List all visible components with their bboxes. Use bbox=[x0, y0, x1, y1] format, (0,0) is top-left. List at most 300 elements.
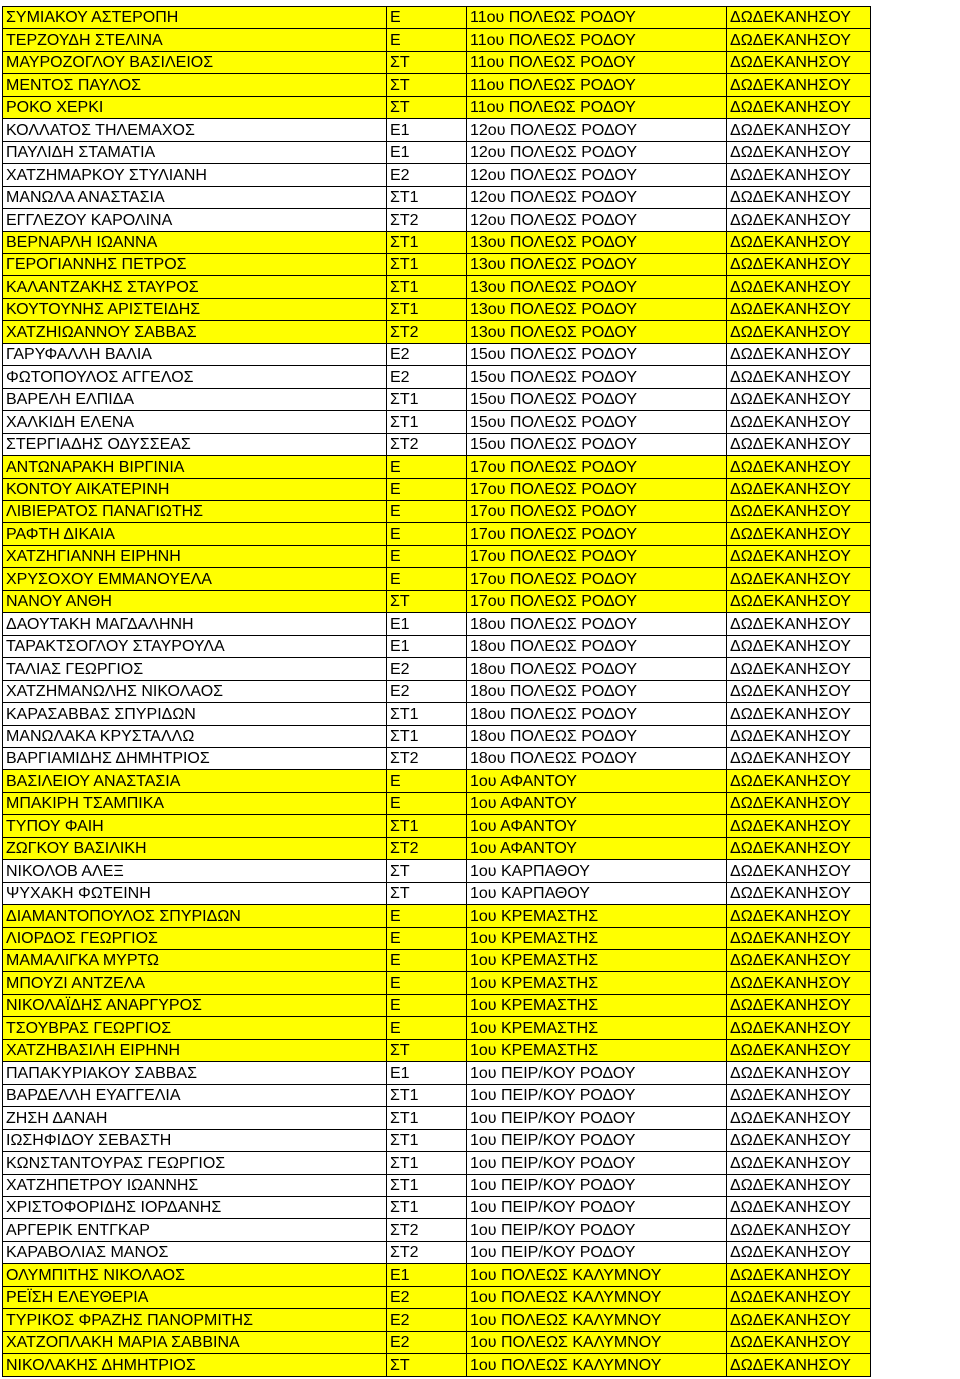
prefecture-cell: ΔΩΔΕΚΑΝΗΣΟΥ bbox=[727, 51, 871, 73]
school-cell: 13ου ΠΟΛΕΩΣ ΡΟΔΟΥ bbox=[467, 321, 727, 343]
prefecture-cell: ΔΩΔΕΚΑΝΗΣΟΥ bbox=[727, 994, 871, 1016]
table-row bbox=[3, 1107, 871, 1129]
class-cell: ΣΤ bbox=[387, 882, 467, 904]
class-cell: ΣΤ1 bbox=[387, 1084, 467, 1106]
student-name-cell: ΧΑΤΖΗΜΑΝΩΛΗΣ ΝΙΚΟΛΑΟΣ bbox=[3, 680, 387, 702]
class-cell: ΣΤ1 bbox=[387, 725, 467, 747]
prefecture-cell: ΔΩΔΕΚΑΝΗΣΟΥ bbox=[727, 96, 871, 118]
table-row bbox=[3, 141, 871, 163]
student-name-cell: ΝΙΚΟΛΑΪΔΗΣ ΑΝΑΡΓΥΡΟΣ bbox=[3, 994, 387, 1016]
student-name-cell: ΜΠΑΚΙΡΗ ΤΣΑΜΠΙΚΑ bbox=[3, 792, 387, 814]
table-row bbox=[3, 298, 871, 320]
class-cell: ΣΤ bbox=[387, 1039, 467, 1061]
student-name-cell: ΧΑΤΖΗΙΩΑΝΝΟΥ ΣΑΒΒΑΣ bbox=[3, 321, 387, 343]
student-name-cell: ΖΩΓΚΟΥ ΒΑΣΙΛΙΚΗ bbox=[3, 837, 387, 859]
student-table-body bbox=[3, 7, 871, 1377]
class-cell: ΣΤ1 bbox=[387, 186, 467, 208]
prefecture-cell: ΔΩΔΕΚΑΝΗΣΟΥ bbox=[727, 478, 871, 500]
prefecture-cell: ΔΩΔΕΚΑΝΗΣΟΥ bbox=[727, 1309, 871, 1331]
student-name-cell: ΧΡΥΣΟΧΟΥ ΕΜΜΑΝΟΥΕΛΑ bbox=[3, 568, 387, 590]
school-cell: 17ου ΠΟΛΕΩΣ ΡΟΔΟΥ bbox=[467, 590, 727, 612]
student-name-cell: ΔΑΟΥΤΑΚΗ ΜΑΓΔΑΛΗΝΗ bbox=[3, 613, 387, 635]
table-row bbox=[3, 1062, 871, 1084]
table-row bbox=[3, 837, 871, 859]
school-cell: 13ου ΠΟΛΕΩΣ ΡΟΔΟΥ bbox=[467, 298, 727, 320]
student-name-cell: ΒΑΡΓΙΑΜΙΔΗΣ ΔΗΜΗΤΡΙΟΣ bbox=[3, 747, 387, 769]
student-name-cell: ΒΑΣΙΛΕΙΟΥ ΑΝΑΣΤΑΣΙΑ bbox=[3, 770, 387, 792]
table-row bbox=[3, 164, 871, 186]
school-cell: 1ου ΠΕΙΡ/ΚΟΥ ΡΟΔΟΥ bbox=[467, 1062, 727, 1084]
student-name-cell: ΡΑΦΤΗ ΔΙΚΑΙΑ bbox=[3, 523, 387, 545]
student-name-cell: ΜΠΟΥΖΙ ΑΝΤΖΕΛΑ bbox=[3, 972, 387, 994]
table-row bbox=[3, 1241, 871, 1263]
prefecture-cell: ΔΩΔΕΚΑΝΗΣΟΥ bbox=[727, 860, 871, 882]
school-cell: 1ου ΚΡΕΜΑΣΤΗΣ bbox=[467, 950, 727, 972]
table-row bbox=[3, 1309, 871, 1331]
class-cell: ΣΤ1 bbox=[387, 1107, 467, 1129]
prefecture-cell: ΔΩΔΕΚΑΝΗΣΟΥ bbox=[727, 1354, 871, 1376]
student-name-cell: ΤΑΡΑΚΤΣΟΓΛΟΥ ΣΤΑΥΡΟΥΛΑ bbox=[3, 635, 387, 657]
prefecture-cell: ΔΩΔΕΚΑΝΗΣΟΥ bbox=[727, 1264, 871, 1286]
prefecture-cell: ΔΩΔΕΚΑΝΗΣΟΥ bbox=[727, 1129, 871, 1151]
prefecture-cell: ΔΩΔΕΚΑΝΗΣΟΥ bbox=[727, 837, 871, 859]
class-cell: ΣΤ1 bbox=[387, 298, 467, 320]
school-cell: 1ου ΠΟΛΕΩΣ ΚΑΛΥΜΝΟΥ bbox=[467, 1354, 727, 1376]
table-row bbox=[3, 1264, 871, 1286]
table-row bbox=[3, 388, 871, 410]
school-cell: 17ου ΠΟΛΕΩΣ ΡΟΔΟΥ bbox=[467, 568, 727, 590]
prefecture-cell: ΔΩΔΕΚΑΝΗΣΟΥ bbox=[727, 1084, 871, 1106]
student-name-cell: ΛΙΟΡΔΟΣ ΓΕΩΡΓΙΟΣ bbox=[3, 927, 387, 949]
student-name-cell: ΜΕΝΤΟΣ ΠΑΥΛΟΣ bbox=[3, 74, 387, 96]
table-row bbox=[3, 680, 871, 702]
table-row bbox=[3, 186, 871, 208]
class-cell: ΣΤ1 bbox=[387, 1152, 467, 1174]
table-row bbox=[3, 972, 871, 994]
school-cell: 1ου ΠΟΛΕΩΣ ΚΑΛΥΜΝΟΥ bbox=[467, 1264, 727, 1286]
student-name-cell: ΣΤΕΡΓΙΑΔΗΣ ΟΔΥΣΣΕΑΣ bbox=[3, 433, 387, 455]
school-cell: 1ου ΑΦΑΝΤΟΥ bbox=[467, 770, 727, 792]
prefecture-cell: ΔΩΔΕΚΑΝΗΣΟΥ bbox=[727, 1219, 871, 1241]
table-row bbox=[3, 321, 871, 343]
school-cell: 1ου ΠΕΙΡ/ΚΟΥ ΡΟΔΟΥ bbox=[467, 1107, 727, 1129]
student-name-cell: ΒΕΡΝΑΡΛΗ ΙΩΑΝΝΑ bbox=[3, 231, 387, 253]
school-cell: 17ου ΠΟΛΕΩΣ ΡΟΔΟΥ bbox=[467, 500, 727, 522]
student-name-cell: ΚΑΡΑΣΑΒΒΑΣ ΣΠΥΡΙΔΩΝ bbox=[3, 703, 387, 725]
student-name-cell: ΑΝΤΩΝΑΡΑΚΗ ΒΙΡΓΙΝΙΑ bbox=[3, 456, 387, 478]
prefecture-cell: ΔΩΔΕΚΑΝΗΣΟΥ bbox=[727, 950, 871, 972]
class-cell: Ε bbox=[387, 523, 467, 545]
student-name-cell: ΑΡΓΕΡΙΚ ΕΝΤΓΚΑΡ bbox=[3, 1219, 387, 1241]
prefecture-cell: ΔΩΔΕΚΑΝΗΣΟΥ bbox=[727, 366, 871, 388]
school-cell: 18ου ΠΟΛΕΩΣ ΡΟΔΟΥ bbox=[467, 680, 727, 702]
school-cell: 18ου ΠΟΛΕΩΣ ΡΟΔΟΥ bbox=[467, 747, 727, 769]
class-cell: Ε bbox=[387, 478, 467, 500]
school-cell: 11ου ΠΟΛΕΩΣ ΡΟΔΟΥ bbox=[467, 7, 727, 29]
student-name-cell: ΧΑΤΖΗΠΕΤΡΟΥ ΙΩΑΝΝΗΣ bbox=[3, 1174, 387, 1196]
school-cell: 15ου ΠΟΛΕΩΣ ΡΟΔΟΥ bbox=[467, 388, 727, 410]
student-name-cell: ΝΙΚΟΛΑΚΗΣ ΔΗΜΗΤΡΙΟΣ bbox=[3, 1354, 387, 1376]
prefecture-cell: ΔΩΔΕΚΑΝΗΣΟΥ bbox=[727, 792, 871, 814]
school-cell: 11ου ΠΟΛΕΩΣ ΡΟΔΟΥ bbox=[467, 51, 727, 73]
student-name-cell: ΜΑΝΩΛΑ ΑΝΑΣΤΑΣΙΑ bbox=[3, 186, 387, 208]
table-row bbox=[3, 1354, 871, 1376]
student-name-cell: ΤΕΡΖΟΥΔΗ ΣΤΕΛΙΝΑ bbox=[3, 29, 387, 51]
prefecture-cell: ΔΩΔΕΚΑΝΗΣΟΥ bbox=[727, 343, 871, 365]
table-row bbox=[3, 703, 871, 725]
class-cell: ΣΤ1 bbox=[387, 1174, 467, 1196]
school-cell: 1ου ΠΕΙΡ/ΚΟΥ ΡΟΔΟΥ bbox=[467, 1197, 727, 1219]
class-cell: Ε bbox=[387, 456, 467, 478]
class-cell: ΣΤ1 bbox=[387, 1197, 467, 1219]
school-cell: 15ου ΠΟΛΕΩΣ ΡΟΔΟΥ bbox=[467, 366, 727, 388]
table-row bbox=[3, 613, 871, 635]
class-cell: Ε bbox=[387, 770, 467, 792]
class-cell: ΣΤ2 bbox=[387, 209, 467, 231]
school-cell: 1ου ΑΦΑΝΤΟΥ bbox=[467, 837, 727, 859]
class-cell: Ε1 bbox=[387, 119, 467, 141]
class-cell: Ε bbox=[387, 29, 467, 51]
prefecture-cell: ΔΩΔΕΚΑΝΗΣΟΥ bbox=[727, 680, 871, 702]
school-cell: 1ου ΠΟΛΕΩΣ ΚΑΛΥΜΝΟΥ bbox=[467, 1309, 727, 1331]
class-cell: Ε bbox=[387, 545, 467, 567]
prefecture-cell: ΔΩΔΕΚΑΝΗΣΟΥ bbox=[727, 1286, 871, 1308]
prefecture-cell: ΔΩΔΕΚΑΝΗΣΟΥ bbox=[727, 388, 871, 410]
student-name-cell: ΚΟΛΛΑΤΟΣ ΤΗΛΕΜΑΧΟΣ bbox=[3, 119, 387, 141]
prefecture-cell: ΔΩΔΕΚΑΝΗΣΟΥ bbox=[727, 164, 871, 186]
table-row bbox=[3, 1084, 871, 1106]
school-cell: 1ου ΠΕΙΡ/ΚΟΥ ΡΟΔΟΥ bbox=[467, 1084, 727, 1106]
school-cell: 13ου ΠΟΛΕΩΣ ΡΟΔΟΥ bbox=[467, 231, 727, 253]
table-row bbox=[3, 478, 871, 500]
table-row bbox=[3, 994, 871, 1016]
school-cell: 17ου ΠΟΛΕΩΣ ΡΟΔΟΥ bbox=[467, 545, 727, 567]
class-cell: Ε bbox=[387, 994, 467, 1016]
prefecture-cell: ΔΩΔΕΚΑΝΗΣΟΥ bbox=[727, 186, 871, 208]
prefecture-cell: ΔΩΔΕΚΑΝΗΣΟΥ bbox=[727, 231, 871, 253]
table-row bbox=[3, 119, 871, 141]
student-name-cell: ΝΙΚΟΛΟΒ ΑΛΕΞ bbox=[3, 860, 387, 882]
class-cell: ΣΤ1 bbox=[387, 703, 467, 725]
class-cell: Ε2 bbox=[387, 164, 467, 186]
prefecture-cell: ΔΩΔΕΚΑΝΗΣΟΥ bbox=[727, 141, 871, 163]
table-row bbox=[3, 792, 871, 814]
table-row bbox=[3, 950, 871, 972]
student-name-cell: ΝΑΝΟΥ ΑΝΘΗ bbox=[3, 590, 387, 612]
class-cell: Ε1 bbox=[387, 1264, 467, 1286]
class-cell: ΣΤ bbox=[387, 590, 467, 612]
class-cell: ΣΤ2 bbox=[387, 433, 467, 455]
school-cell: 1ου ΚΡΕΜΑΣΤΗΣ bbox=[467, 994, 727, 1016]
table-row bbox=[3, 747, 871, 769]
school-cell: 12ου ΠΟΛΕΩΣ ΡΟΔΟΥ bbox=[467, 164, 727, 186]
class-cell: ΣΤ2 bbox=[387, 1241, 467, 1263]
table-row bbox=[3, 456, 871, 478]
table-row bbox=[3, 366, 871, 388]
prefecture-cell: ΔΩΔΕΚΑΝΗΣΟΥ bbox=[727, 927, 871, 949]
table-row bbox=[3, 860, 871, 882]
prefecture-cell: ΔΩΔΕΚΑΝΗΣΟΥ bbox=[727, 411, 871, 433]
table-row bbox=[3, 7, 871, 29]
class-cell: Ε bbox=[387, 500, 467, 522]
class-cell: Ε2 bbox=[387, 680, 467, 702]
prefecture-cell: ΔΩΔΕΚΑΝΗΣΟΥ bbox=[727, 276, 871, 298]
table-row bbox=[3, 411, 871, 433]
table-row bbox=[3, 231, 871, 253]
prefecture-cell: ΔΩΔΕΚΑΝΗΣΟΥ bbox=[727, 1107, 871, 1129]
class-cell: ΣΤ bbox=[387, 51, 467, 73]
table-row bbox=[3, 1219, 871, 1241]
prefecture-cell: ΔΩΔΕΚΑΝΗΣΟΥ bbox=[727, 815, 871, 837]
class-cell: ΣΤ2 bbox=[387, 321, 467, 343]
student-name-cell: ΜΑΝΩΛΑΚΑ ΚΡΥΣΤΑΛΛΩ bbox=[3, 725, 387, 747]
prefecture-cell: ΔΩΔΕΚΑΝΗΣΟΥ bbox=[727, 882, 871, 904]
student-name-cell: ΒΑΡΕΛΗ ΕΛΠΙΔΑ bbox=[3, 388, 387, 410]
student-name-cell: ΤΥΡΙΚΟΣ ΦΡΑΖΗΣ ΠΑΝΟΡΜΙΤΗΣ bbox=[3, 1309, 387, 1331]
table-row bbox=[3, 1129, 871, 1151]
school-cell: 1ου ΚΑΡΠΑΘΟΥ bbox=[467, 860, 727, 882]
class-cell: ΣΤ bbox=[387, 1354, 467, 1376]
prefecture-cell: ΔΩΔΕΚΑΝΗΣΟΥ bbox=[727, 905, 871, 927]
table-row bbox=[3, 1286, 871, 1308]
prefecture-cell: ΔΩΔΕΚΑΝΗΣΟΥ bbox=[727, 119, 871, 141]
table-row bbox=[3, 29, 871, 51]
student-name-cell: ΣΥΜΙΑΚΟΥ ΑΣΤΕΡΟΠΗ bbox=[3, 7, 387, 29]
student-name-cell: ΒΑΡΔΕΛΛΗ ΕΥΑΓΓΕΛΙΑ bbox=[3, 1084, 387, 1106]
table-row bbox=[3, 770, 871, 792]
student-name-cell: ΟΛΥΜΠΙΤΗΣ ΝΙΚΟΛΑΟΣ bbox=[3, 1264, 387, 1286]
school-cell: 1ου ΚΡΕΜΑΣΤΗΣ bbox=[467, 972, 727, 994]
class-cell: Ε bbox=[387, 905, 467, 927]
table-row bbox=[3, 815, 871, 837]
table-row bbox=[3, 500, 871, 522]
class-cell: Ε1 bbox=[387, 141, 467, 163]
prefecture-cell: ΔΩΔΕΚΑΝΗΣΟΥ bbox=[727, 1039, 871, 1061]
school-cell: 12ου ΠΟΛΕΩΣ ΡΟΔΟΥ bbox=[467, 141, 727, 163]
class-cell: ΣΤ1 bbox=[387, 411, 467, 433]
prefecture-cell: ΔΩΔΕΚΑΝΗΣΟΥ bbox=[727, 590, 871, 612]
class-cell: Ε1 bbox=[387, 635, 467, 657]
class-cell: Ε bbox=[387, 972, 467, 994]
student-name-cell: ΚΟΥΤΟΥΝΗΣ ΑΡΙΣΤΕΙΔΗΣ bbox=[3, 298, 387, 320]
prefecture-cell: ΔΩΔΕΚΑΝΗΣΟΥ bbox=[727, 209, 871, 231]
class-cell: Ε2 bbox=[387, 658, 467, 680]
school-cell: 1ου ΠΕΙΡ/ΚΟΥ ΡΟΔΟΥ bbox=[467, 1241, 727, 1263]
prefecture-cell: ΔΩΔΕΚΑΝΗΣΟΥ bbox=[727, 500, 871, 522]
class-cell: Ε bbox=[387, 1017, 467, 1039]
prefecture-cell: ΔΩΔΕΚΑΝΗΣΟΥ bbox=[727, 523, 871, 545]
class-cell: ΣΤ1 bbox=[387, 276, 467, 298]
prefecture-cell: ΔΩΔΕΚΑΝΗΣΟΥ bbox=[727, 74, 871, 96]
school-cell: 1ου ΑΦΑΝΤΟΥ bbox=[467, 815, 727, 837]
table-row bbox=[3, 523, 871, 545]
class-cell: ΣΤ bbox=[387, 96, 467, 118]
prefecture-cell: ΔΩΔΕΚΑΝΗΣΟΥ bbox=[727, 1197, 871, 1219]
school-cell: 1ου ΚΡΕΜΑΣΤΗΣ bbox=[467, 1017, 727, 1039]
class-cell: Ε2 bbox=[387, 1331, 467, 1353]
class-cell: ΣΤ1 bbox=[387, 815, 467, 837]
class-cell: Ε bbox=[387, 7, 467, 29]
school-cell: 1ου ΠΕΙΡ/ΚΟΥ ΡΟΔΟΥ bbox=[467, 1174, 727, 1196]
table-row bbox=[3, 253, 871, 275]
school-cell: 1ου ΑΦΑΝΤΟΥ bbox=[467, 792, 727, 814]
table-row bbox=[3, 1331, 871, 1353]
class-cell: ΣΤ bbox=[387, 74, 467, 96]
school-cell: 18ου ΠΟΛΕΩΣ ΡΟΔΟΥ bbox=[467, 635, 727, 657]
prefecture-cell: ΔΩΔΕΚΑΝΗΣΟΥ bbox=[727, 433, 871, 455]
table-row bbox=[3, 96, 871, 118]
school-cell: 17ου ΠΟΛΕΩΣ ΡΟΔΟΥ bbox=[467, 456, 727, 478]
class-cell: Ε1 bbox=[387, 1062, 467, 1084]
class-cell: Ε bbox=[387, 568, 467, 590]
prefecture-cell: ΔΩΔΕΚΑΝΗΣΟΥ bbox=[727, 635, 871, 657]
class-cell: ΣΤ2 bbox=[387, 747, 467, 769]
prefecture-cell: ΔΩΔΕΚΑΝΗΣΟΥ bbox=[727, 7, 871, 29]
prefecture-cell: ΔΩΔΕΚΑΝΗΣΟΥ bbox=[727, 613, 871, 635]
class-cell: Ε1 bbox=[387, 613, 467, 635]
student-table bbox=[2, 6, 871, 1377]
school-cell: 11ου ΠΟΛΕΩΣ ΡΟΔΟΥ bbox=[467, 96, 727, 118]
student-name-cell: ΤΥΠΟΥ ΦΑΙΗ bbox=[3, 815, 387, 837]
prefecture-cell: ΔΩΔΕΚΑΝΗΣΟΥ bbox=[727, 972, 871, 994]
student-name-cell: ΠΑΠΑΚΥΡΙΑΚΟΥ ΣΑΒΒΑΣ bbox=[3, 1062, 387, 1084]
table-row bbox=[3, 658, 871, 680]
prefecture-cell: ΔΩΔΕΚΑΝΗΣΟΥ bbox=[727, 456, 871, 478]
school-cell: 1ου ΚΑΡΠΑΘΟΥ bbox=[467, 882, 727, 904]
student-name-cell: ΚΑΛΑΝΤΖΑΚΗΣ ΣΤΑΥΡΟΣ bbox=[3, 276, 387, 298]
school-cell: 12ου ΠΟΛΕΩΣ ΡΟΔΟΥ bbox=[467, 209, 727, 231]
prefecture-cell: ΔΩΔΕΚΑΝΗΣΟΥ bbox=[727, 568, 871, 590]
table-row bbox=[3, 1017, 871, 1039]
class-cell: ΣΤ2 bbox=[387, 1219, 467, 1241]
student-name-cell: ΓΑΡΥΦΑΛΛΗ ΒΑΛΙΑ bbox=[3, 343, 387, 365]
student-name-cell: ΓΕΡΟΓΙΑΝΝΗΣ ΠΕΤΡΟΣ bbox=[3, 253, 387, 275]
table-row bbox=[3, 74, 871, 96]
class-cell: Ε bbox=[387, 950, 467, 972]
school-cell: 13ου ΠΟΛΕΩΣ ΡΟΔΟΥ bbox=[467, 253, 727, 275]
school-cell: 11ου ΠΟΛΕΩΣ ΡΟΔΟΥ bbox=[467, 74, 727, 96]
prefecture-cell: ΔΩΔΕΚΑΝΗΣΟΥ bbox=[727, 1062, 871, 1084]
student-name-cell: ΡΟΚΟ ΧΕΡΚΙ bbox=[3, 96, 387, 118]
school-cell: 1ου ΠΕΙΡ/ΚΟΥ ΡΟΔΟΥ bbox=[467, 1129, 727, 1151]
table-row bbox=[3, 433, 871, 455]
student-name-cell: ΠΑΥΛΙΔΗ ΣΤΑΜΑΤΙΑ bbox=[3, 141, 387, 163]
student-name-cell: ΖΗΣΗ ΔΑΝΑΗ bbox=[3, 1107, 387, 1129]
school-cell: 1ου ΚΡΕΜΑΣΤΗΣ bbox=[467, 905, 727, 927]
table-row bbox=[3, 343, 871, 365]
school-cell: 18ου ΠΟΛΕΩΣ ΡΟΔΟΥ bbox=[467, 703, 727, 725]
class-cell: ΣΤ2 bbox=[387, 837, 467, 859]
school-cell: 15ου ΠΟΛΕΩΣ ΡΟΔΟΥ bbox=[467, 411, 727, 433]
student-name-cell: ΕΓΓΛΕΖΟΥ ΚΑΡΟΛΙΝΑ bbox=[3, 209, 387, 231]
table-row bbox=[3, 635, 871, 657]
student-name-cell: ΦΩΤΟΠΟΥΛΟΣ ΑΓΓΕΛΟΣ bbox=[3, 366, 387, 388]
student-name-cell: ΧΑΤΖΗΒΑΣΙΛΗ ΕΙΡΗΝΗ bbox=[3, 1039, 387, 1061]
student-name-cell: ΤΑΛΙΑΣ ΓΕΩΡΓΙΟΣ bbox=[3, 658, 387, 680]
table-row bbox=[3, 927, 871, 949]
student-name-cell: ΧΑΤΖΗΜΑΡΚΟΥ ΣΤΥΛΙΑΝΗ bbox=[3, 164, 387, 186]
class-cell: ΣΤ1 bbox=[387, 1129, 467, 1151]
class-cell: Ε2 bbox=[387, 1309, 467, 1331]
prefecture-cell: ΔΩΔΕΚΑΝΗΣΟΥ bbox=[727, 253, 871, 275]
prefecture-cell: ΔΩΔΕΚΑΝΗΣΟΥ bbox=[727, 1241, 871, 1263]
student-name-cell: ΚΟΝΤΟΥ ΑΙΚΑΤΕΡΙΝΗ bbox=[3, 478, 387, 500]
student-name-cell: ΧΑΛΚΙΔΗ ΕΛΕΝΑ bbox=[3, 411, 387, 433]
table-row bbox=[3, 590, 871, 612]
class-cell: Ε bbox=[387, 792, 467, 814]
prefecture-cell: ΔΩΔΕΚΑΝΗΣΟΥ bbox=[727, 29, 871, 51]
school-cell: 12ου ΠΟΛΕΩΣ ΡΟΔΟΥ bbox=[467, 186, 727, 208]
prefecture-cell: ΔΩΔΕΚΑΝΗΣΟΥ bbox=[727, 658, 871, 680]
prefecture-cell: ΔΩΔΕΚΑΝΗΣΟΥ bbox=[727, 321, 871, 343]
class-cell: Ε2 bbox=[387, 1286, 467, 1308]
student-name-cell: ΡΕΪΣΗ ΕΛΕΥΘΕΡΙΑ bbox=[3, 1286, 387, 1308]
class-cell: ΣΤ bbox=[387, 860, 467, 882]
prefecture-cell: ΔΩΔΕΚΑΝΗΣΟΥ bbox=[727, 770, 871, 792]
student-name-cell: ΔΙΑΜΑΝΤΟΠΟΥΛΟΣ ΣΠΥΡΙΔΩΝ bbox=[3, 905, 387, 927]
prefecture-cell: ΔΩΔΕΚΑΝΗΣΟΥ bbox=[727, 545, 871, 567]
table-row bbox=[3, 276, 871, 298]
prefecture-cell: ΔΩΔΕΚΑΝΗΣΟΥ bbox=[727, 703, 871, 725]
table-row bbox=[3, 905, 871, 927]
table-row bbox=[3, 209, 871, 231]
table-row bbox=[3, 51, 871, 73]
prefecture-cell: ΔΩΔΕΚΑΝΗΣΟΥ bbox=[727, 725, 871, 747]
school-cell: 18ου ΠΟΛΕΩΣ ΡΟΔΟΥ bbox=[467, 613, 727, 635]
school-cell: 12ου ΠΟΛΕΩΣ ΡΟΔΟΥ bbox=[467, 119, 727, 141]
prefecture-cell: ΔΩΔΕΚΑΝΗΣΟΥ bbox=[727, 1174, 871, 1196]
school-cell: 13ου ΠΟΛΕΩΣ ΡΟΔΟΥ bbox=[467, 276, 727, 298]
school-cell: 18ου ΠΟΛΕΩΣ ΡΟΔΟΥ bbox=[467, 725, 727, 747]
school-cell: 11ου ΠΟΛΕΩΣ ΡΟΔΟΥ bbox=[467, 29, 727, 51]
student-name-cell: ΧΡΙΣΤΟΦΟΡΙΔΗΣ ΙΟΡΔΑΝΗΣ bbox=[3, 1197, 387, 1219]
school-cell: 15ου ΠΟΛΕΩΣ ΡΟΔΟΥ bbox=[467, 343, 727, 365]
prefecture-cell: ΔΩΔΕΚΑΝΗΣΟΥ bbox=[727, 298, 871, 320]
student-name-cell: ΧΑΤΖΗΓΙΑΝΝΗ ΕΙΡΗΝΗ bbox=[3, 545, 387, 567]
school-cell: 17ου ΠΟΛΕΩΣ ΡΟΔΟΥ bbox=[467, 523, 727, 545]
class-cell: Ε bbox=[387, 927, 467, 949]
school-cell: 1ου ΠΟΛΕΩΣ ΚΑΛΥΜΝΟΥ bbox=[467, 1331, 727, 1353]
prefecture-cell: ΔΩΔΕΚΑΝΗΣΟΥ bbox=[727, 1017, 871, 1039]
school-cell: 1ου ΚΡΕΜΑΣΤΗΣ bbox=[467, 927, 727, 949]
school-cell: 1ου ΚΡΕΜΑΣΤΗΣ bbox=[467, 1039, 727, 1061]
student-name-cell: ΙΩΣΗΦΙΔΟΥ ΣΕΒΑΣΤΗ bbox=[3, 1129, 387, 1151]
school-cell: 1ου ΠΕΙΡ/ΚΟΥ ΡΟΔΟΥ bbox=[467, 1219, 727, 1241]
school-cell: 15ου ΠΟΛΕΩΣ ΡΟΔΟΥ bbox=[467, 433, 727, 455]
prefecture-cell: ΔΩΔΕΚΑΝΗΣΟΥ bbox=[727, 1152, 871, 1174]
student-name-cell: ΜΑΜΑΛΙΓΚΑ ΜΥΡΤΩ bbox=[3, 950, 387, 972]
table-row bbox=[3, 725, 871, 747]
prefecture-cell: ΔΩΔΕΚΑΝΗΣΟΥ bbox=[727, 747, 871, 769]
class-cell: ΣΤ1 bbox=[387, 388, 467, 410]
table-row bbox=[3, 568, 871, 590]
table-row bbox=[3, 1197, 871, 1219]
prefecture-cell: ΔΩΔΕΚΑΝΗΣΟΥ bbox=[727, 1331, 871, 1353]
table-row bbox=[3, 1174, 871, 1196]
student-name-cell: ΛΙΒΙΕΡΑΤΟΣ ΠΑΝΑΓΙΩΤΗΣ bbox=[3, 500, 387, 522]
class-cell: ΣΤ1 bbox=[387, 253, 467, 275]
class-cell: Ε2 bbox=[387, 343, 467, 365]
student-name-cell: ΚΩΝΣΤΑΝΤΟΥΡΑΣ ΓΕΩΡΓΙΟΣ bbox=[3, 1152, 387, 1174]
class-cell: ΣΤ1 bbox=[387, 231, 467, 253]
student-name-cell: ΧΑΤΖΟΠΛΑΚΗ ΜΑΡΙΑ ΣΑΒΒΙΝΑ bbox=[3, 1331, 387, 1353]
school-cell: 1ου ΠΟΛΕΩΣ ΚΑΛΥΜΝΟΥ bbox=[467, 1286, 727, 1308]
student-name-cell: ΚΑΡΑΒΟΛΙΑΣ ΜΑΝΟΣ bbox=[3, 1241, 387, 1263]
table-row bbox=[3, 1039, 871, 1061]
table-row bbox=[3, 545, 871, 567]
student-name-cell: ΨΥΧΑΚΗ ΦΩΤΕΙΝΗ bbox=[3, 882, 387, 904]
table-row bbox=[3, 882, 871, 904]
